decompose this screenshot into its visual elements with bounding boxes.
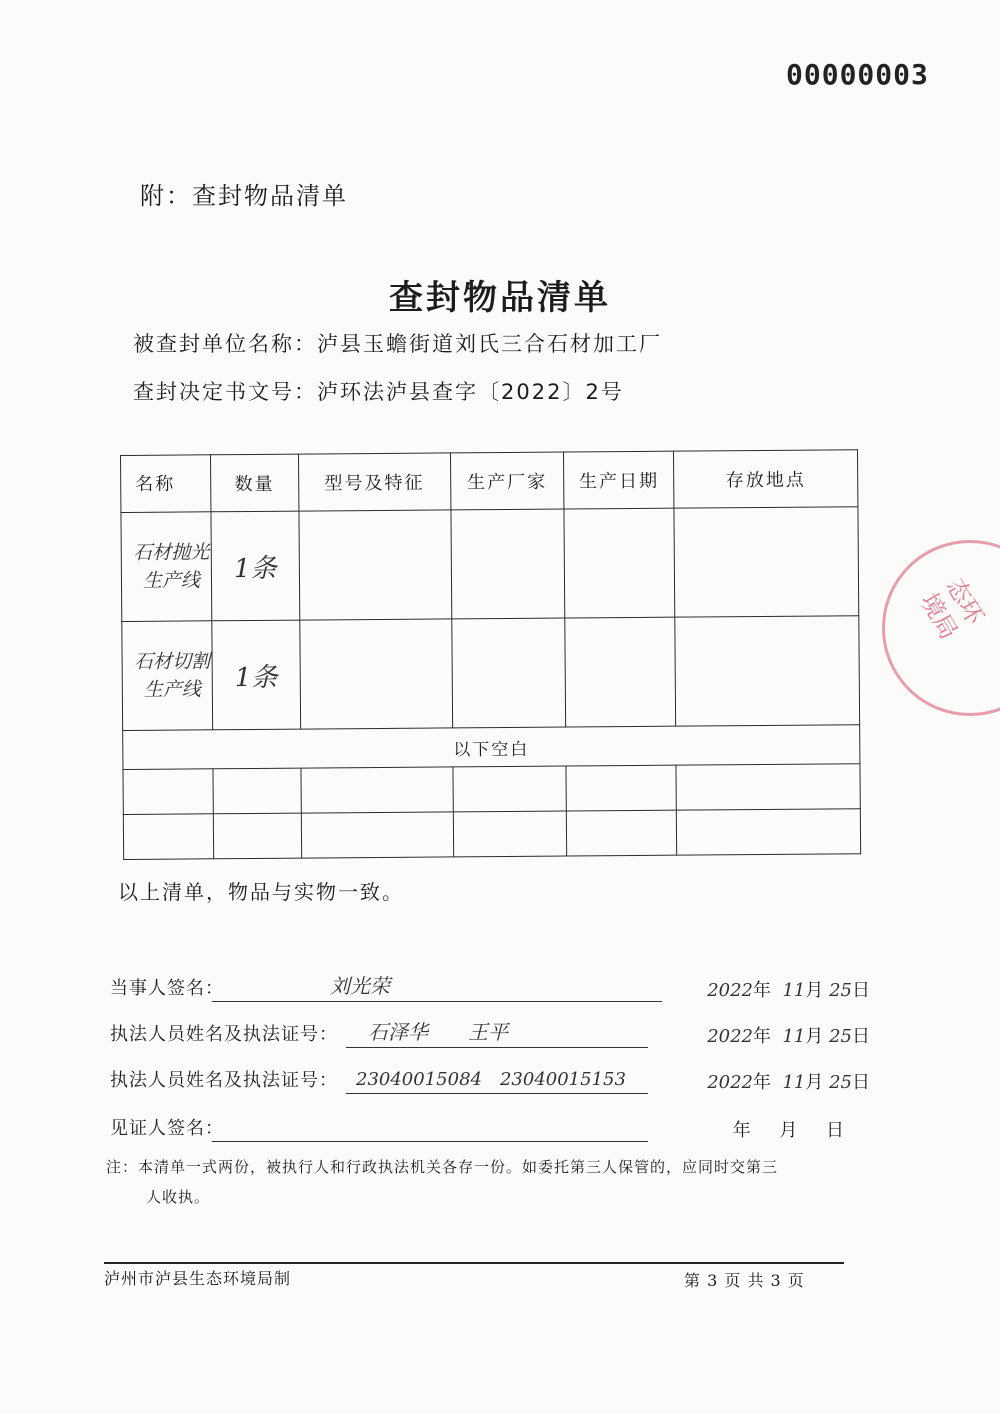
header-quantity: 数量 xyxy=(210,454,298,512)
table-row xyxy=(121,507,859,622)
footnote-line-2: 人收执。 xyxy=(146,1188,211,1206)
attachment-heading: 附：查封物品清单 xyxy=(140,182,348,210)
officer-id-row xyxy=(110,1060,870,1100)
item-name: 石材切割生产线 xyxy=(122,621,213,731)
signature-line xyxy=(212,1001,662,1002)
signature-line xyxy=(212,1141,648,1142)
item-date xyxy=(565,617,676,727)
signature-line xyxy=(346,1093,648,1094)
signature-date: 2022年 11月 25日 xyxy=(707,1026,870,1047)
blank-note-row xyxy=(123,725,860,770)
blank-note: 以下空白 xyxy=(123,725,860,770)
item-quantity: 1条 xyxy=(212,620,301,730)
signature-label: 执法人员姓名及执法证号： xyxy=(110,1024,338,1045)
table-header-row xyxy=(121,450,858,513)
item-location xyxy=(675,616,860,726)
sealed-items-table xyxy=(120,449,861,860)
sealed-unit-line xyxy=(133,328,662,358)
conclusion-statement: 以上清单，物品与实物一致。 xyxy=(118,880,404,904)
decision-number-label: 查封决定书文号： xyxy=(133,380,317,404)
footer-issuer: 泸州市泸县生态环境局制 xyxy=(104,1269,292,1288)
header-production-date: 生产日期 xyxy=(564,451,674,509)
handwritten-id-numbers: 23040015084 23040015153 xyxy=(356,1069,626,1090)
official-seal xyxy=(882,540,1000,716)
footnote-line-1: 注：本清单一式两份，被执行人和行政执法机关各存一份。如委托第三人保管的，应同时交第三 xyxy=(106,1158,779,1176)
item-quantity: 1条 xyxy=(211,511,300,621)
table-row-empty xyxy=(123,764,860,815)
signature-date: 年 月 日 xyxy=(732,1120,844,1141)
footer-divider xyxy=(104,1262,844,1264)
item-name: 石材抛光生产线 xyxy=(121,512,212,622)
decision-number-line xyxy=(133,376,624,406)
handwritten-signature: 石泽华 王平 xyxy=(368,1020,508,1044)
item-date xyxy=(564,508,675,618)
header-storage-location: 存放地点 xyxy=(674,450,858,508)
signature-date: 2022年 11月 25日 xyxy=(707,980,870,1001)
serial-number: 00000003 xyxy=(786,58,929,91)
item-maker xyxy=(451,509,566,619)
officer-signature-row xyxy=(110,1014,870,1054)
witness-signature-row xyxy=(110,1108,870,1148)
seal-text: 态环境局 xyxy=(914,573,990,645)
signature-label: 执法人员姓名及执法证号： xyxy=(110,1070,338,1091)
page-title: 查封物品清单 xyxy=(389,278,611,318)
item-maker xyxy=(451,618,566,728)
header-manufacturer: 生产厂家 xyxy=(450,452,564,510)
page-number: 第 3 页 共 3 页 xyxy=(684,1271,805,1290)
item-model xyxy=(300,619,453,729)
header-name: 名称 xyxy=(121,455,211,513)
decision-number-value: 泸环法泸县查字〔2022〕2号 xyxy=(317,380,624,404)
party-signature-row xyxy=(110,968,870,1008)
signature-line xyxy=(346,1047,648,1048)
sealed-unit-value: 泸县玉蟾街道刘氏三合石材加工厂 xyxy=(317,332,662,356)
handwritten-signature: 刘光荣 xyxy=(330,974,390,998)
footnote xyxy=(106,1152,856,1212)
table-row xyxy=(122,616,860,731)
header-model: 型号及特征 xyxy=(298,453,450,511)
sealed-unit-label: 被查封单位名称： xyxy=(133,332,317,356)
signature-label: 当事人签名： xyxy=(110,978,224,999)
item-model xyxy=(299,510,452,620)
signature-label: 见证人签名： xyxy=(110,1118,224,1139)
item-location xyxy=(674,507,859,617)
signature-date: 2022年 11月 25日 xyxy=(707,1072,870,1093)
table-row-empty xyxy=(123,809,860,860)
